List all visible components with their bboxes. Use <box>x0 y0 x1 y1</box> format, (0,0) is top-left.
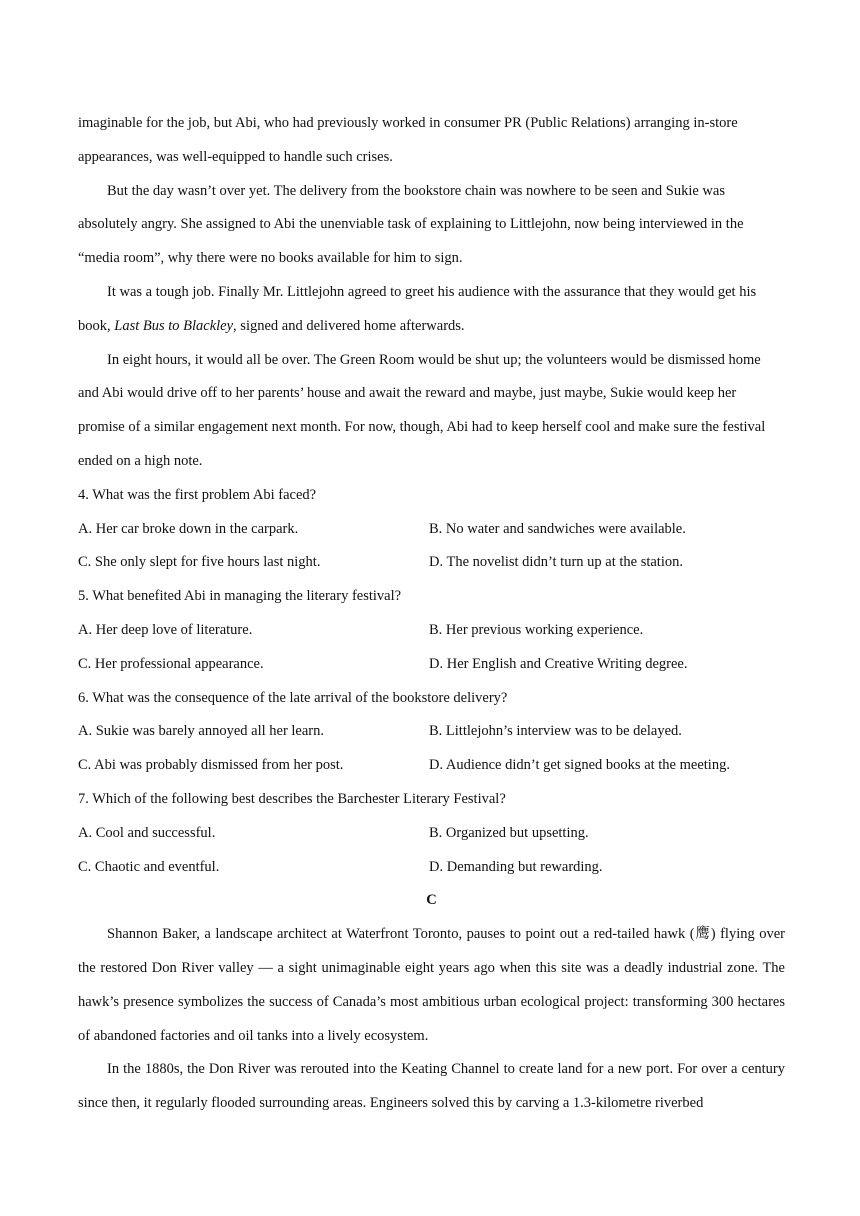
section-c-paragraph-2: In the 1880s, the Don River was rerouted into the Keating Channel to create land for a new port. For over a century since then, it regularly flooded surrounding areas. Engineers solved this by carving a 1.3-kilometre riverbed <box>78 1061 785 1112</box>
passage-b-paragraph-1: imaginable for the job, but Abi, who had previously worked in consumer PR (Public Relations) arranging in-store appearances, was well-equipped to handle such crises. <box>78 115 738 165</box>
option-a: A. Cool and successful. <box>78 824 216 841</box>
option-a: A. Her car broke down in the carpark. <box>78 520 299 537</box>
option-a: A. Sukie was barely annoyed all her learn. <box>78 723 325 740</box>
paragraph-3-text-before: It was a tough job. Finally Mr. Littlejohn agreed to greet his audience with the assurance that they would get his book, <box>78 283 757 334</box>
section-c-paragraph-1: Shannon Baker, a landscape architect at Waterfront Toronto, pauses to point out a red-tailed hawk (鹰) flying over the restored Don River valley — a sight unimaginable eight years ago when this site was a deadly industrial zone. The hawk’s presence symbolizes the success of Canada’s most ambitious urban ecological project: transforming 300 hectares of abandoned factories and oil tanks into a lively ecosystem. <box>78 926 785 1044</box>
section-c-heading: C <box>426 892 437 909</box>
passage-b-paragraph-2: But the day wasn’t over yet. The delivery from the bookstore chain was nowhere to be seen and Sukie was absolutely angry. She assigned to Abi the unenviable task of explaining to Littlejohn, now being interviewed in the “media room”, why there were no books available for him to sign. <box>78 182 744 267</box>
paragraph-3-text-after: , signed and delivered home afterwards. <box>233 317 465 334</box>
option-d: D. Demanding but rewarding. <box>429 858 603 875</box>
question-4 <box>78 479 785 580</box>
option-c: C. Her professional appearance. <box>78 655 264 672</box>
option-c: C. She only slept for five hours last night. <box>78 554 321 571</box>
passage-b-paragraph-3 <box>78 276 785 344</box>
option-b: B. Organized but upsetting. <box>429 824 589 841</box>
option-d: D. The novelist didn’t turn up at the station. <box>429 554 683 571</box>
option-b: B. Littlejohn’s interview was to be delayed. <box>429 723 682 740</box>
passage-b-paragraph-4: In eight hours, it would all be over. The Green Room would be shut up; the volunteers would be dismissed home and Abi would drive off to her parents’ house and await the reward and maybe, just maybe, Sukie would keep her promise of a similar engagement next month. For now, though, Abi had to keep herself cool and make sure the festival ended on a high note. <box>78 351 766 469</box>
book-title: Last Bus to Blackley <box>114 317 234 334</box>
option-c: C. Abi was probably dismissed from her post. <box>78 757 344 774</box>
option-b: B. Her previous working experience. <box>429 621 644 638</box>
option-c: C. Chaotic and eventful. <box>78 858 220 875</box>
option-a: A. Her deep love of literature. <box>78 621 253 638</box>
document-page <box>78 107 785 1121</box>
question-stem: 7. Which of the following best describes the Barchester Literary Festival? <box>78 790 506 807</box>
question-stem: 5. What benefited Abi in managing the literary festival? <box>78 588 402 605</box>
option-d: D. Her English and Creative Writing degree. <box>429 655 688 672</box>
question-7 <box>78 783 785 884</box>
question-stem: 4. What was the first problem Abi faced? <box>78 486 317 503</box>
question-6 <box>78 682 785 783</box>
option-d: D. Audience didn’t get signed books at the meeting. <box>429 757 730 774</box>
option-b: B. No water and sandwiches were available. <box>429 520 686 537</box>
question-5 <box>78 580 785 681</box>
question-stem: 6. What was the consequence of the late arrival of the bookstore delivery? <box>78 689 508 706</box>
